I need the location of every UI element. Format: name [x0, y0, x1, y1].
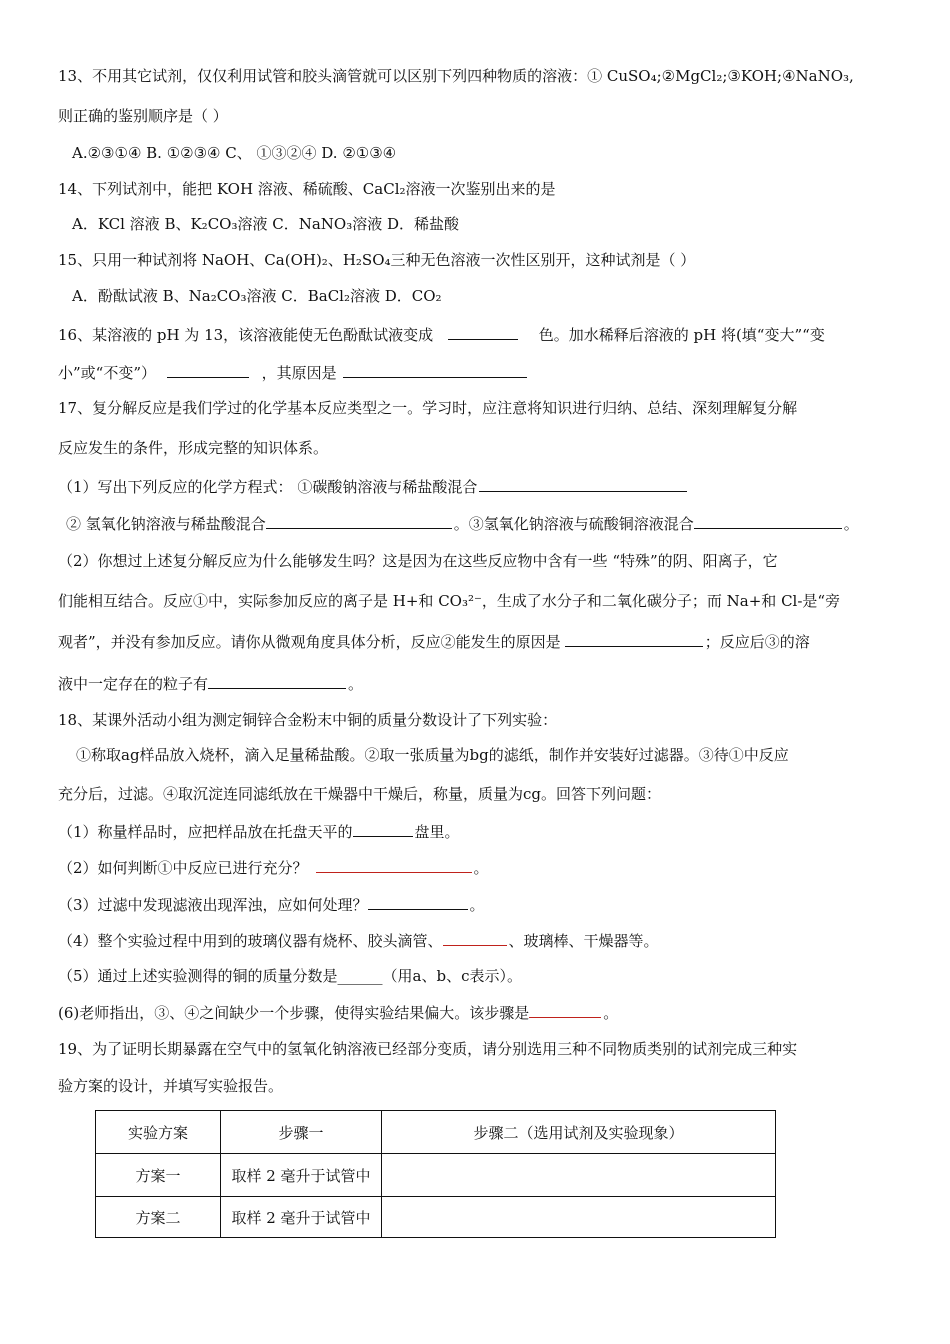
table-header-row [96, 1111, 776, 1154]
table-cell-step2-input[interactable] [382, 1154, 776, 1197]
q19-line1: 19、为了证明长期暴露在空气中的氢氧化钠溶液已经部分变质，请分别选用三种不同物质类别的试剂完成三种实 [58, 1040, 798, 1058]
experiment-report-table [95, 1110, 776, 1238]
table-cell-step1: 取样 2 毫升于试管中 [221, 1154, 382, 1197]
q18-sub6-end: 。 [603, 1004, 619, 1022]
q18-sub3 [58, 894, 485, 915]
q16-text-a: 16、某溶液的 pH 为 13，该溶液能使无色酚酞试液变成 [58, 326, 434, 344]
q18-line2: ①称取ag样品放入烧杯，滴入足量稀盐酸。②取一张质量为bg的滤纸，制作并安装好过滤器。③待①中反应 [76, 746, 789, 764]
table-header-cell: 步骤一 [221, 1111, 382, 1154]
q13-stem-line1: 13、不用其它试剂，仅仅利用试管和胶头滴管就可以区别下列四种物质的溶液：① CuSO₄;②MgCl₂;③KOH;④NaNO₃, [58, 67, 854, 85]
q18-glassware-blank[interactable] [443, 930, 507, 946]
q17-eq2-blank[interactable] [266, 513, 452, 529]
table-cell-plan: 方案一 [96, 1154, 221, 1197]
q18-sub1 [58, 821, 460, 842]
q17-particles-end: 。 [348, 675, 364, 693]
q18-line3: 充分后，过滤。④取沉淀连同滤纸放在干燥器中干燥后，称量，质量为cg。回答下列问题： [58, 785, 662, 803]
table-header-cell: 步骤二（选用试剂及实验现象） [382, 1111, 776, 1154]
table-cell-plan: 方案二 [96, 1197, 221, 1238]
q18-sub2 [58, 857, 489, 878]
q14-stem: 14、下列试剂中，能把 KOH 溶液、稀硫酸、CaCl₂溶液一次鉴别出来的是 [58, 180, 556, 198]
q18-sub3-end: 。 [469, 896, 485, 914]
q16-ph-blank[interactable] [167, 362, 249, 378]
q17-line7 [58, 631, 810, 652]
table-header-cell: 实验方案 [96, 1111, 221, 1154]
q18-sub5: （5）通过上述实验测得的铜的质量分数是______（用a、b、c表示）。 [58, 967, 522, 985]
q17-eq3-text: 。③氢氧化钠溶液与硫酸铜溶液混合 [453, 515, 694, 533]
q18-sub4-text: （4）整个实验过程中用到的玻璃仪器有烧杯、胶头滴管、 [58, 932, 443, 950]
q17-line4 [66, 513, 859, 534]
q19-line2: 验方案的设计，并填写实验报告。 [58, 1077, 284, 1095]
q18-pan-blank[interactable] [353, 821, 413, 837]
q17-eq1-blank[interactable] [479, 476, 687, 492]
q16-text-c: 小”或“不变”） [58, 364, 157, 382]
q18-sub6 [58, 1002, 618, 1023]
q18-sub2-text: （2）如何判断①中反应已进行充分？ [58, 859, 308, 877]
q17-line8 [58, 673, 363, 694]
q17-reason-blank[interactable] [565, 631, 703, 647]
table-row [96, 1154, 776, 1197]
q17-line6: 们能相互结合。反应①中，实际参加反应的离子是 H+和 CO₃²⁻，生成了水分子和二氧化碳分子；而 Na+和 Cl-是“旁 [58, 592, 841, 610]
q16-line2 [58, 362, 529, 383]
q15-stem: 15、只用一种试剂将 NaOH、Ca(OH)₂、H₂SO₄三种无色溶液一次性区别开，这种试剂是（ ） [58, 251, 696, 269]
q18-line1: 18、某课外活动小组为测定铜锌合金粉末中铜的质量分数设计了下列实验： [58, 711, 558, 729]
q17-eq3-blank[interactable] [694, 513, 842, 529]
q16-line1 [58, 324, 825, 345]
table-row [96, 1197, 776, 1238]
q16-color-blank[interactable] [448, 324, 518, 340]
q18-sub3-text: （3）过滤中发现滤液出现浑浊，应如何处理？ [58, 896, 368, 914]
q17-particles-text: 液中一定存在的粒子有 [58, 675, 209, 693]
q13-stem-line2: 则正确的鉴别顺序是（ ） [58, 107, 228, 125]
q18-sub1-text: （1）称量样品时，应把样品放在托盘天平的 [58, 823, 353, 841]
q14-options: A．KCl 溶液 B、K₂CO₃溶液 C．NaNO₃溶液 D．稀盐酸 [72, 215, 460, 233]
q18-sub2-end: 。 [473, 859, 489, 877]
q18-sub4-end: 、玻璃棒、干燥器等。 [508, 932, 659, 950]
q17-line3 [58, 476, 689, 497]
q17-line2: 反应发生的条件，形成完整的知识体系。 [58, 439, 329, 457]
q17-q2-text-b: ；反应后③的溶 [704, 633, 810, 651]
q17-eq2-text: ② 氢氧化钠溶液与稀盐酸混合 [66, 515, 266, 533]
q15-options: A．酚酞试液 B、Na₂CO₃溶液 C．BaCl₂溶液 D．CO₂ [72, 287, 442, 305]
q18-sub4 [58, 930, 659, 951]
table-cell-step1: 取样 2 毫升于试管中 [221, 1197, 382, 1238]
q17-eq3-end: 。 [843, 515, 859, 533]
q18-sub1-end: 盘里。 [414, 823, 460, 841]
q17-line5: （2）你想过上述复分解反应为什么能够发生吗？这是因为在这些反应物中含有一些 “特殊”的阴、阳离子，它 [58, 552, 778, 570]
q17-particles-blank[interactable] [208, 673, 346, 689]
q16-text-b: 色。加水稀释后溶液的 pH 将(填“变大”“变 [538, 326, 825, 344]
q13-options: A.②③①④ B. ①②③④ C、 ①③②④ D. ②①③④ [72, 144, 397, 162]
q18-judge-blank[interactable] [316, 857, 472, 873]
q18-filter-blank[interactable] [368, 894, 468, 910]
q17-line1: 17、复分解反应是我们学过的化学基本反应类型之一。学习时，应注意将知识进行归纳、总结、深刻理解复分解 [58, 399, 798, 417]
q18-step-blank[interactable] [529, 1002, 601, 1018]
q17-sub1-text: （1）写出下列反应的化学方程式： ①碳酸钠溶液与稀盐酸混合 [58, 478, 478, 496]
q16-text-d: ，其原因是 [261, 364, 337, 382]
q16-reason-blank[interactable] [343, 362, 527, 378]
table-cell-step2-input[interactable] [382, 1197, 776, 1238]
q17-q2-text: 观者”，并没有参加反应。请你从微观角度具体分析，反应②能发生的原因是 [58, 633, 561, 651]
q18-sub6-text: (6)老师指出，③、④之间缺少一个步骤，使得实验结果偏大。该步骤是 [58, 1004, 530, 1022]
